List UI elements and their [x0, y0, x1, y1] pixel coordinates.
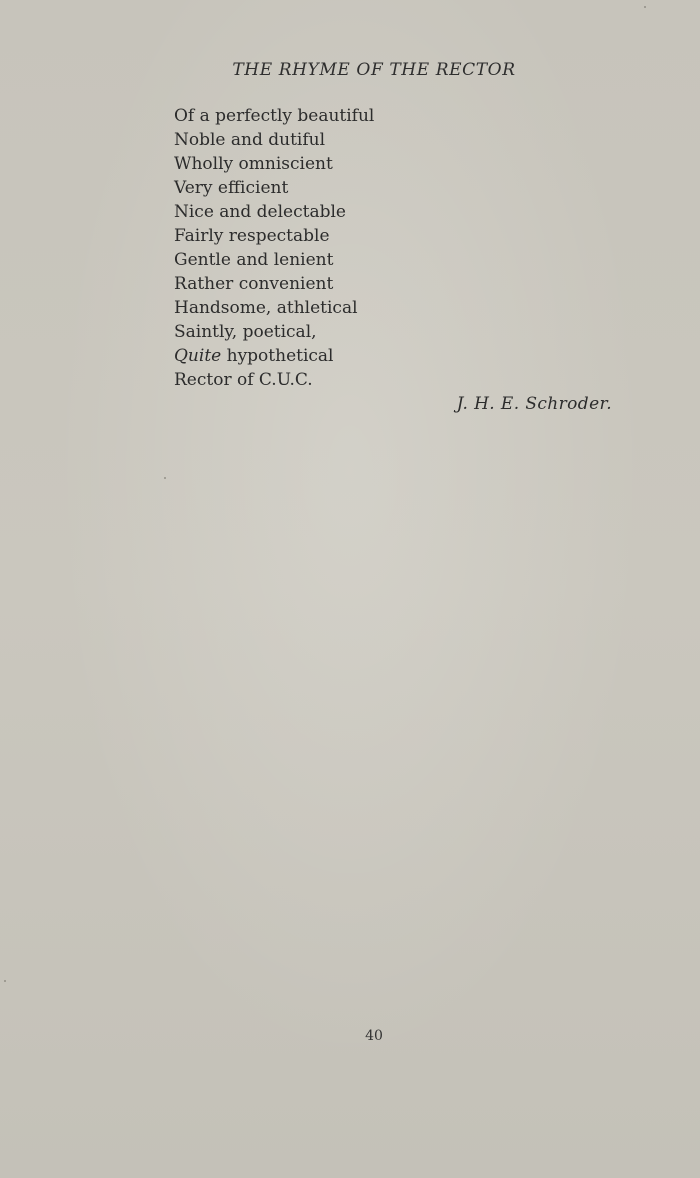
paper-speck — [164, 477, 166, 479]
poem-line: Rather convenient — [174, 274, 334, 294]
poem-line-emphasis: Quite — [174, 346, 222, 366]
poem-line: Noble and dutiful — [174, 130, 326, 150]
poem-line: Rector of C.U.C. — [174, 370, 313, 390]
poem-line: Saintly, poetical, — [174, 322, 317, 342]
paper-speck — [644, 6, 646, 8]
poem-stanza — [174, 104, 374, 392]
poem-line: Fairly respectable — [174, 226, 330, 246]
poem-line: Nice and delectable — [174, 202, 346, 222]
poem-line: Gentle and lenient — [174, 250, 334, 270]
poem-line: Very efficient — [174, 178, 289, 198]
poem-line: Of a perfectly beautiful — [174, 106, 375, 126]
poem-line: Wholly omniscient — [174, 154, 333, 174]
author-attribution: J. H. E. Schroder. — [456, 394, 612, 414]
poem-line: Handsome, athletical — [174, 298, 358, 318]
poem-line-rest: hypothetical — [221, 346, 334, 366]
poem-line — [174, 344, 374, 368]
paper-speck — [4, 980, 6, 982]
page-number: 40 — [365, 1028, 383, 1044]
running-title: THE RHYME OF THE RECTOR — [232, 60, 516, 80]
